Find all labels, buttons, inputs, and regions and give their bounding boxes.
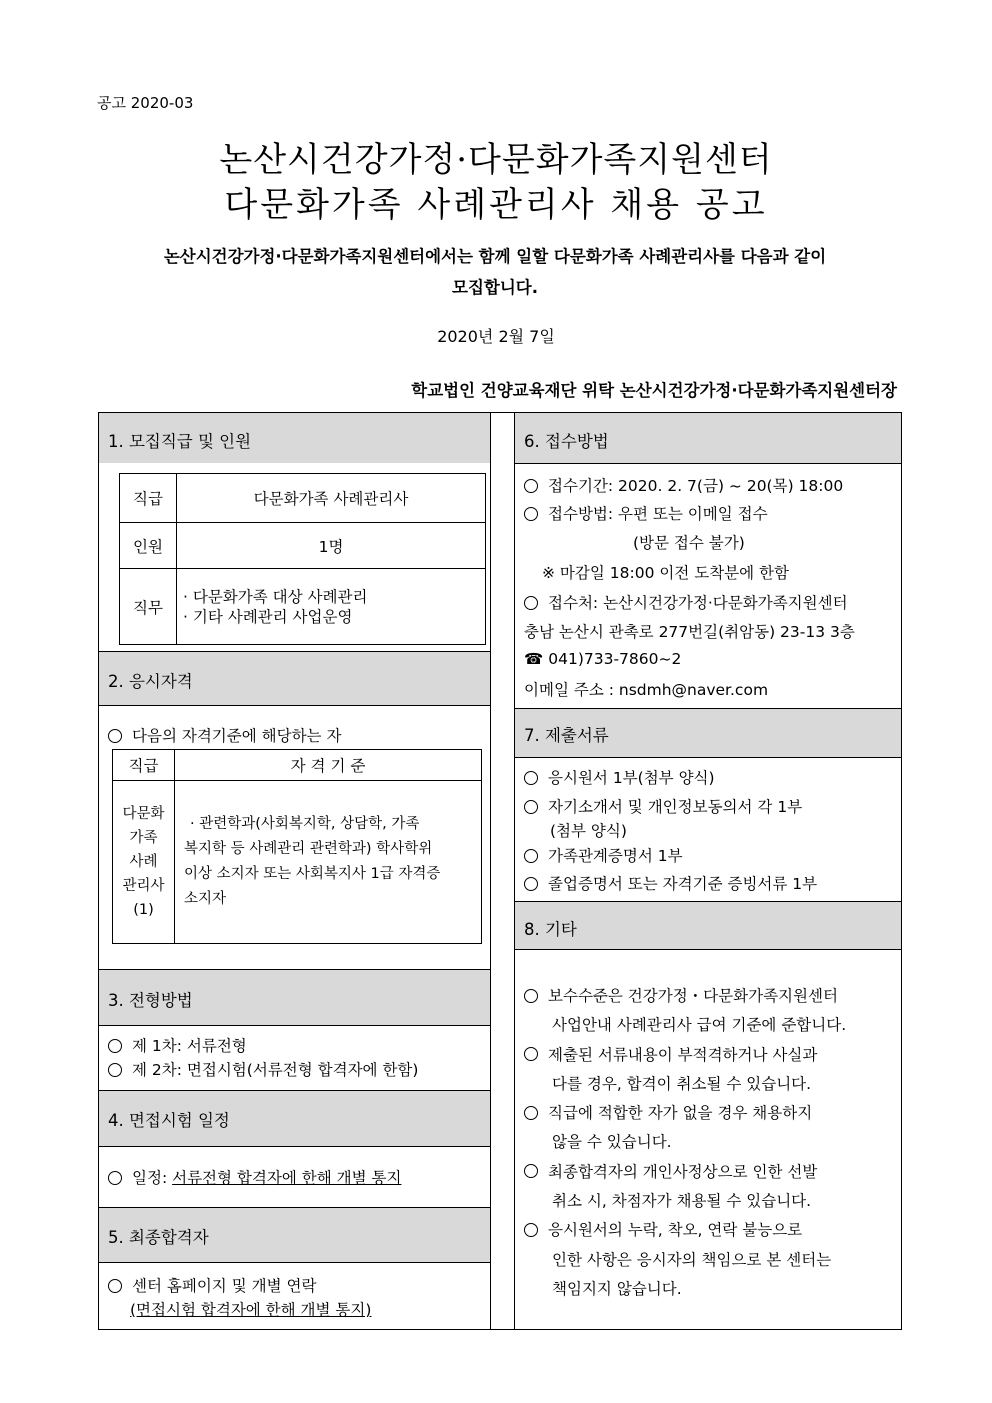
position-value: 다문화가족 사례관리사 xyxy=(177,474,486,523)
column-divider-right xyxy=(514,412,515,1330)
sec8-item-line: 다를 경우, 합격이 취소될 수 있습니다. xyxy=(552,1074,812,1093)
position-label: 직급 xyxy=(120,474,177,523)
phone-icon: ☎ xyxy=(524,650,544,668)
sec8-item-line: 않을 수 있습니다. xyxy=(552,1133,672,1152)
sec8-item-line: 인한 사항은 응시자의 책임으로 본 센터는 xyxy=(552,1250,832,1269)
sec6-phone-text: 041)733-7860~2 xyxy=(548,650,682,668)
sec2-lead-text: 다음의 자격기준에 해당하는 자 xyxy=(132,727,342,745)
sec5-line-1 xyxy=(108,1274,316,1296)
divider xyxy=(99,705,490,706)
qualification-table xyxy=(112,749,482,944)
duty-item: · 기타 사례관리 사업운영 xyxy=(183,607,353,626)
sec3-item-1 xyxy=(108,1034,247,1056)
sec8-item-line: 최종합격자의 개인사정상으로 인한 선발 xyxy=(548,1162,818,1181)
column-divider-left xyxy=(490,412,491,1330)
circle-bullet-icon xyxy=(524,1223,538,1237)
sec7-item-3 xyxy=(524,844,683,866)
criteria-line: 소지자 xyxy=(184,891,227,907)
sec6-period xyxy=(524,474,843,496)
notice-number: 공고 2020-03 xyxy=(97,94,194,112)
grade-line: 사례 xyxy=(129,854,158,870)
sec4-schedule xyxy=(108,1166,401,1188)
criteria-line: · 관련학과(사회복지학, 상담학, 가족 xyxy=(190,816,420,832)
sec8-item-line: 책임지지 않습니다. xyxy=(552,1279,682,1298)
grade-cell xyxy=(113,781,175,944)
circle-bullet-icon xyxy=(524,1106,538,1120)
sec7-item-2-sub: (첨부 양식) xyxy=(550,822,627,840)
sec1-title: 1. 모집직급 및 인원 xyxy=(108,432,252,451)
sec8-title: 8. 기타 xyxy=(524,920,577,939)
duty-label: 직무 xyxy=(120,569,177,645)
grade-col-header: 직급 xyxy=(113,750,175,781)
circle-bullet-icon xyxy=(524,1047,538,1061)
criteria-cell xyxy=(175,781,482,944)
sec8-item-line: 사업안내 사례관리사 급여 기준에 준합니다. xyxy=(552,1016,847,1035)
sec7-item-3-text: 가족관계증명서 1부 xyxy=(548,847,683,865)
position-table xyxy=(119,473,486,645)
circle-bullet-icon xyxy=(108,729,122,743)
sec4-value: 서류전형 합격자에 한해 개별 통지 xyxy=(172,1169,402,1187)
divider xyxy=(515,463,901,464)
issuer: 학교법인 건양교육재단 위탁 논산시건강가정·다문화가족지원센터장 xyxy=(411,381,897,400)
sec6-address: 충남 논산시 관촉로 277번길(취암동) 23-13 3층 xyxy=(524,623,855,641)
sec8-item xyxy=(524,982,896,1041)
duty-item: · 다문화가족 대상 사례관리 xyxy=(183,587,368,606)
circle-bullet-icon xyxy=(108,1171,122,1185)
sec3-item-2-text: 제 2차: 면접시험(서류전형 합격자에 한함) xyxy=(132,1061,419,1079)
headcount-label: 인원 xyxy=(120,523,177,569)
sec7-item-1 xyxy=(524,766,715,788)
circle-bullet-icon xyxy=(524,849,538,863)
sec4-title: 4. 면접시험 일정 xyxy=(108,1111,230,1130)
sec8-item-line: 직급에 적합한 자가 없을 경우 채용하지 xyxy=(548,1104,813,1123)
criteria-col-header: 자 격 기 준 xyxy=(175,750,482,781)
sec6-method-note: (방문 접수 불가) xyxy=(633,534,745,552)
sec7-item-2 xyxy=(524,795,802,817)
sec5-line-2: (면접시험 합격자에 한해 개별 통지) xyxy=(130,1301,372,1319)
divider xyxy=(515,949,901,950)
circle-bullet-icon xyxy=(524,771,538,785)
sec6-email: 이메일 주소 : nsdmh@naver.com xyxy=(524,681,769,699)
sec6-place-text: 접수처: 논산시건강가정·다문화가족지원센터 xyxy=(548,594,848,612)
circle-bullet-icon xyxy=(108,1039,122,1053)
circle-bullet-icon xyxy=(108,1063,122,1077)
sec6-period-text: 접수기간: 2020. 2. 7(금) ~ 20(목) 18:00 xyxy=(548,477,844,495)
intro-line-1: 논산시건강가정·다문화가족지원센터에서는 함께 일할 다문화가족 사례관리사를 다음과 같이 xyxy=(163,247,827,266)
circle-bullet-icon xyxy=(524,877,538,891)
divider xyxy=(99,1146,490,1147)
divider xyxy=(99,1025,490,1026)
title-line-2: 다문화가족 사례관리사 채용 공고 xyxy=(224,185,768,225)
circle-bullet-icon xyxy=(524,507,538,521)
sec7-item-4-text: 졸업증명서 또는 자격기준 증빙서류 1부 xyxy=(548,875,818,893)
sec7-item-4 xyxy=(524,872,817,894)
sec2-lead xyxy=(108,724,341,746)
sec8-item xyxy=(524,1041,896,1100)
sec7-item-1-text: 응시원서 1부(첨부 양식) xyxy=(548,769,715,787)
grade-line: 관리사 xyxy=(122,878,165,894)
sec3-title: 3. 전형방법 xyxy=(108,991,193,1010)
grade-line: 다문화 xyxy=(122,806,165,822)
duty-list xyxy=(177,569,486,645)
sec8-item xyxy=(524,1158,896,1217)
circle-bullet-icon xyxy=(524,479,538,493)
sec2-title: 2. 응시자격 xyxy=(108,672,193,691)
grade-line: (1) xyxy=(133,902,154,918)
sec6-method xyxy=(524,502,768,524)
sec6-method-text: 접수방법: 우편 또는 이메일 접수 xyxy=(548,505,768,523)
sec6-deadline-note: ※ 마감일 18:00 이전 도착분에 한함 xyxy=(542,564,789,582)
sec8-list xyxy=(524,982,896,1304)
grade-line: 가족 xyxy=(129,830,158,846)
circle-bullet-icon xyxy=(524,1164,538,1178)
sec8-item xyxy=(524,1216,896,1304)
sec7-item-2-text: 자기소개서 및 개인정보동의서 각 1부 xyxy=(548,798,803,816)
sec4-prefix: 일정: xyxy=(132,1169,173,1187)
sec6-phone xyxy=(524,650,681,668)
sec8-item-line: 응시원서의 누락, 착오, 연락 불능으로 xyxy=(548,1221,803,1240)
intro-line-2: 모집합니다. xyxy=(452,278,538,297)
sec3-item-1-text: 제 1차: 서류전형 xyxy=(132,1037,247,1055)
sec8-item xyxy=(524,1099,896,1158)
divider xyxy=(99,1262,490,1263)
sec8-item-line: 취소 시, 차점자가 채용될 수 있습니다. xyxy=(552,1192,812,1211)
title-line-1: 논산시건강가정·다문화가족지원센터 xyxy=(219,140,773,180)
sec7-title: 7. 제출서류 xyxy=(524,726,609,745)
circle-bullet-icon xyxy=(524,989,538,1003)
sec8-item-line: 제출된 서류내용이 부적격하거나 사실과 xyxy=(548,1045,818,1064)
circle-bullet-icon xyxy=(524,800,538,814)
divider xyxy=(515,757,901,758)
announcement-date: 2020년 2월 7일 xyxy=(437,327,555,346)
circle-bullet-icon xyxy=(524,596,538,610)
sec3-item-2 xyxy=(108,1058,418,1080)
circle-bullet-icon xyxy=(108,1279,122,1293)
sec6-title: 6. 접수방법 xyxy=(524,432,609,451)
sec5-line-1-text: 센터 홈페이지 및 개별 연락 xyxy=(132,1277,317,1295)
sec6-place xyxy=(524,591,848,613)
sec5-title: 5. 최종합격자 xyxy=(108,1228,209,1247)
criteria-line: 복지학 등 사례관리 관련학과) 학사학위 xyxy=(184,841,433,857)
sec8-item-line: 보수수준은 건강가정・다문화가족지원센터 xyxy=(548,987,838,1005)
headcount-value: 1명 xyxy=(177,523,486,569)
criteria-line: 이상 소지자 또는 사회복지사 1급 자격증 xyxy=(184,866,441,882)
intro-text xyxy=(100,241,890,303)
